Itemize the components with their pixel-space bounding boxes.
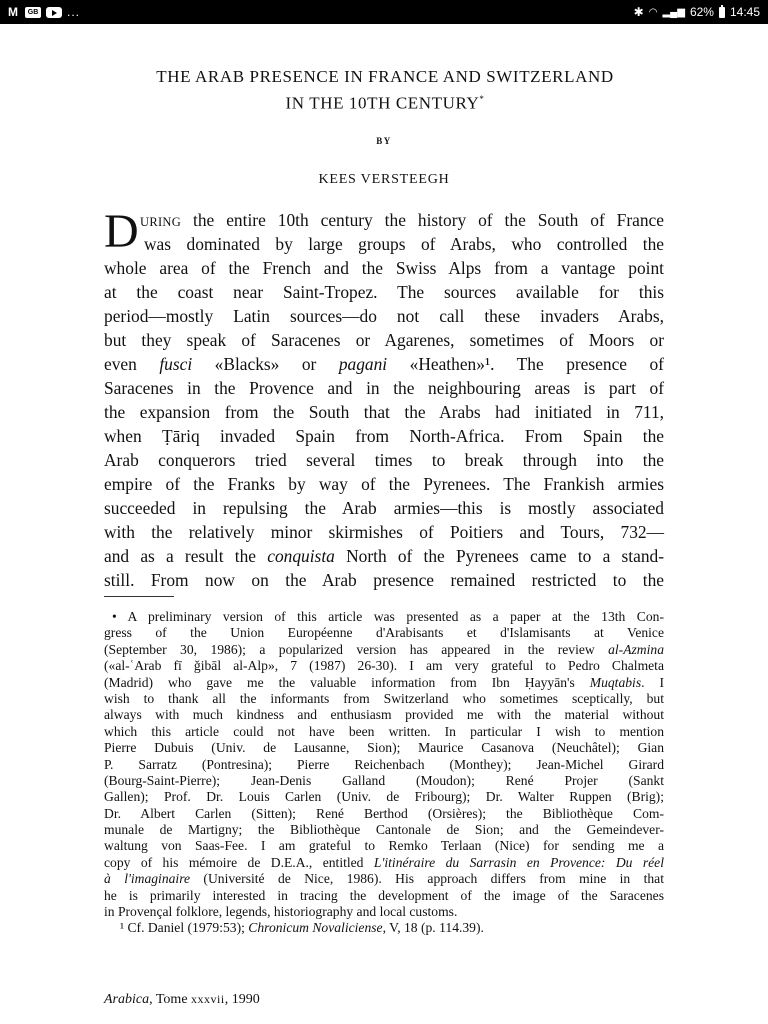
footnote-line: wish to thank all the informants from Switzerland who sometimes sceptically, but [104,690,664,706]
footnote-line: Dr. Albert Carlen (Sitten); René Berthod (Orsières); the Bibliothèque Com- [104,805,664,821]
body-line: and as a result the conquista North of the Pyrenees came to a stand- [104,546,664,566]
article-title [60,66,710,115]
body-line: but they speak of Saracenes or Agarenes, sometimes of Moors or [104,330,664,350]
body-line: Saracenes in the Provence and in the neighbouring areas is part of [104,378,664,398]
battery-icon [719,7,725,18]
footnote-line: à l'imaginaire (Université de Nice, 1986). His approach differs from mine in that [104,871,664,887]
more-notifications-icon: ... [67,5,81,19]
body-line: when Ṭāriq invaded Spain from North-Africa. From Spain the [104,426,664,446]
footnote-line: («al-ʿArab fī ǧibāl al-Alp», 7 (1987) 26-30). I am very grateful to Pedro Chalmeta [104,658,664,674]
article-body [104,205,664,592]
battery-percent: 62% [689,5,714,19]
clock: 14:45 [729,5,760,19]
notification-icons [6,4,80,20]
body-line: was dominated by large groups of Arabs, who controlled the [144,234,664,254]
body-line: succeeded in repulsing the Arab armies—this is mostly associated [104,498,664,518]
byline-by: BY [376,136,392,146]
body-line: empire of the Franks by way of the Pyrenees. The Frankish armies [104,474,664,494]
footnote-line: he is primarily interested in tracing the development of the image of the Saracenes [104,887,664,903]
journal-citation: Arabica, Tome xxxvii, 1990 [104,992,260,1007]
footnote-line: gress of the Union Européenne d'Arabisants et d'Islamisants at Venice [104,625,664,641]
footnote-line: (Madrid) who gave me the valuable information from Ibn Ḥayyān's Muqtabis. I [104,674,664,690]
footnote-divider [104,596,174,597]
footnote-line: which this article could not have been written. In particular I wish to mention [104,723,664,739]
footnote-line: Gallen); Prof. Dr. Louis Carlen (Univ. de Fribourg); Dr. Walter Ruppen (Brig); [104,789,664,805]
footnote-line: in Provençal folklore, legends, historiography and local customs. [104,904,458,920]
title-line-2: IN THE 10TH CENTURY* [285,93,485,113]
document-page[interactable] [0,24,768,1024]
footnote-line: P. Sarratz (Pontresina); Pierre Reichenbach (Monthey); Jean-Michel Girard [104,756,664,772]
body-line: URING the entire 10th century the history of the South of France [140,210,664,230]
drop-cap: D [104,205,139,258]
youtube-icon [46,7,62,18]
title-footnote-mark: * [479,94,485,104]
bluetooth-icon: ✱ [633,5,644,19]
body-line: period—mostly Latin sources—do not call these invaders Arabs, [104,306,664,326]
mail-icon: M [8,5,18,19]
footnote-line: munale de Martigny; the Bibliothèque Cantonale de Sion; and the Gemeindever- [104,822,664,838]
footnote-line: copy of his mémoire de D.E.A., entitled L'itinéraire du Sarrasin en Provence: Du réel [104,854,664,870]
system-icons [634,4,760,20]
footnote-line: waltung von Saas-Fee. I am grateful to Remko Terlaan (Nice) for sending me a [104,838,664,854]
wifi-icon: ◠ [648,6,658,18]
body-line: the expansion from the South that the Arabs had initiated in 711, [104,402,664,422]
footnote-line: • A preliminary version of this article was presented as a paper at the 13th Con- [112,609,664,624]
footnote-line: (September 30, 1986); a popularized version has appeared in the review al-Azmina [104,641,664,657]
footnote-line: ¹ Cf. Daniel (1979:53); Chronicum Novaliciense, V, 18 (p. 114.39). [120,920,484,936]
footnote-line: always with much kindness and enthusiasm provided me with the material without [104,707,664,723]
body-line: with the relatively minor skirmishes of Poitiers and Tours, 732— [104,522,664,542]
body-line: Arab conquerors tried several times to break through into the [104,450,664,470]
footnote-line: Pierre Dubuis (Univ. de Lausanne, Sion); Maurice Casanova (Neuchâtel); Gian [104,740,664,756]
body-line: still. From now on the Arab presence remained restricted to the [104,570,664,590]
footnote-line: (Bourg-Saint-Pierre); Jean-Denis Galland (Moudon); René Projer (Sankt [104,772,664,788]
status-bar [0,0,768,24]
title-line-1: THE ARAB PRESENCE IN FRANCE AND SWITZERLAND [156,67,614,86]
body-line: even fusci «Blacks» or pagani «Heathen»¹. The presence of [104,354,664,374]
signal-icon: ▂▄▆ [662,6,685,18]
footnotes [104,609,664,937]
body-line: whole area of the French and the Swiss Alps from a vantage point [104,258,664,278]
card-icon: GB [25,7,41,18]
body-line: at the coast near Saint-Tropez. The sources available for this [104,282,664,302]
author-name: KEES VERSTEEGH [318,172,450,187]
